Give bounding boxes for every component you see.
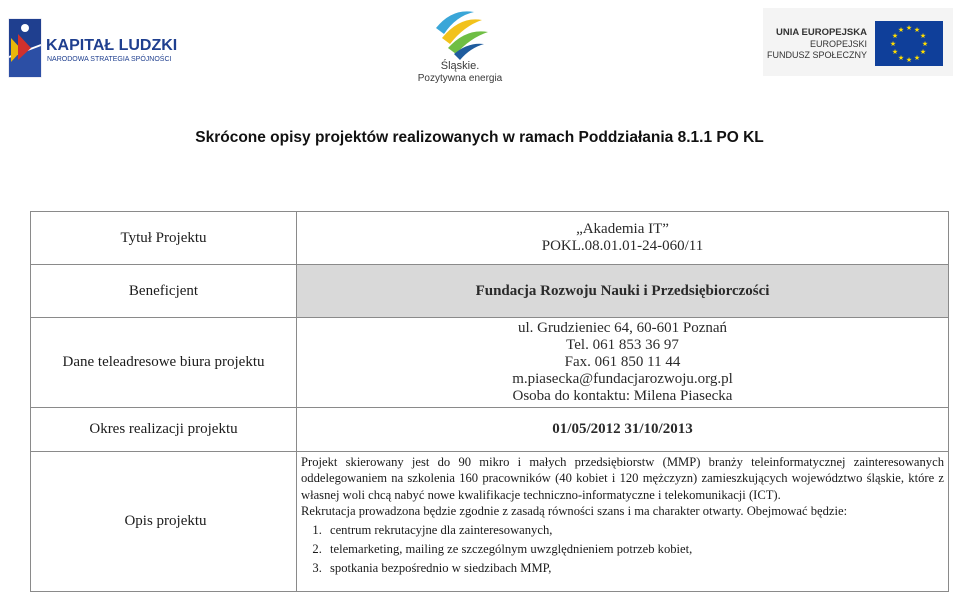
svg-text:★: ★ <box>919 48 927 56</box>
svg-text:★: ★ <box>897 26 905 34</box>
label-period: Okres realizacji projektu <box>31 408 297 452</box>
project-table <box>30 211 949 592</box>
list-item: 3. spotkania bezpośrednio w siedzibach MMP, <box>325 559 944 578</box>
label-project-title: Tytuł Projektu <box>31 212 297 265</box>
kapital-ludzki-logo <box>6 16 181 80</box>
svg-text:★: ★ <box>891 48 899 56</box>
row-description <box>31 452 949 592</box>
project-number: POKL.08.01.01-24-060/11 <box>541 238 704 254</box>
value-project-title <box>297 212 949 265</box>
contact-email[interactable]: m.piasecka@fundacjarozwoju.org.pl <box>512 371 733 387</box>
eu-line-1: UNIA EUROPEJSKA <box>776 27 867 38</box>
contact-fax: Fax. 061 850 11 44 <box>564 354 681 370</box>
svg-text:★: ★ <box>919 32 927 40</box>
label-description: Opis projektu <box>31 452 297 592</box>
row-contact <box>31 318 949 408</box>
svg-text:★: ★ <box>905 24 913 32</box>
slaskie-logo <box>408 4 513 84</box>
label-beneficiary: Beneficjent <box>31 265 297 318</box>
svg-text:★: ★ <box>905 56 913 64</box>
value-description <box>297 452 949 592</box>
svg-text:★: ★ <box>921 40 929 48</box>
svg-text:★: ★ <box>891 32 899 40</box>
eu-line-2: EUROPEJSKI <box>809 39 867 49</box>
contact-person: Osoba do kontaktu: Milena Piasecka <box>512 388 733 404</box>
contact-phone: Tel. 061 853 36 97 <box>566 337 679 353</box>
value-contact <box>297 318 949 408</box>
description-paragraph-1: Projekt skierowany jest do 90 mikro i małych przedsiębiorstw (MMP) branży teleinformatycznej zainteresowanych oddelegowaniem na szkolenia 160 pracowników (40 kobiet i 120 mężczyzn) zamieszkujących województwo śląskie, które z własnej woli chcą nabyć nowe kwalifikacje techniczno-informatyczne i telekomunikacji (ICT). <box>301 455 944 502</box>
row-project-title <box>31 212 949 265</box>
description-paragraph-2: Rekrutacja prowadzona będzie zgodnie z zasadą równości szans i ma charakter otwarty. Obejmować będzie: <box>301 503 848 518</box>
document-title: Skrócone opisy projektów realizowanych w ramach Poddziałania 8.1.1 PO KL <box>195 129 764 146</box>
svg-text:★: ★ <box>889 40 897 48</box>
value-beneficiary: Fundacja Rozwoju Nauki i Przedsiębiorczości <box>297 265 949 318</box>
recruitment-list <box>301 521 944 578</box>
slaskie-slogan: Pozytywna energia <box>417 73 503 84</box>
list-item: 1. centrum rekrutacyjne dla zainteresowanych, <box>325 521 944 540</box>
svg-text:★: ★ <box>913 54 921 62</box>
row-beneficiary <box>31 265 949 318</box>
list-item: 2. telemarketing, mailing ze szczególnym uwzględnieniem potrzeb kobiet, <box>325 540 944 559</box>
row-period <box>31 408 949 452</box>
eu-line-3: FUNDUSZ SPOŁECZNY <box>766 50 867 60</box>
kapital-ludzki-subtitle: NARODOWA STRATEGIA SPÓJNOŚCI <box>47 56 172 63</box>
kapital-ludzki-name: KAPITAŁ LUDZKI <box>46 37 178 54</box>
label-contact: Dane teleadresowe biura projektu <box>31 318 297 408</box>
project-name: „Akademia IT” <box>576 221 669 237</box>
slaskie-name: Śląskie. <box>440 60 480 72</box>
eu-fund-logo <box>763 8 953 76</box>
value-period: 01/05/2012 31/10/2013 <box>297 408 949 452</box>
svg-text:★: ★ <box>913 26 921 34</box>
svg-text:★: ★ <box>897 54 905 62</box>
contact-address: ul. Grudzieniec 64, 60-601 Poznań <box>517 320 728 336</box>
